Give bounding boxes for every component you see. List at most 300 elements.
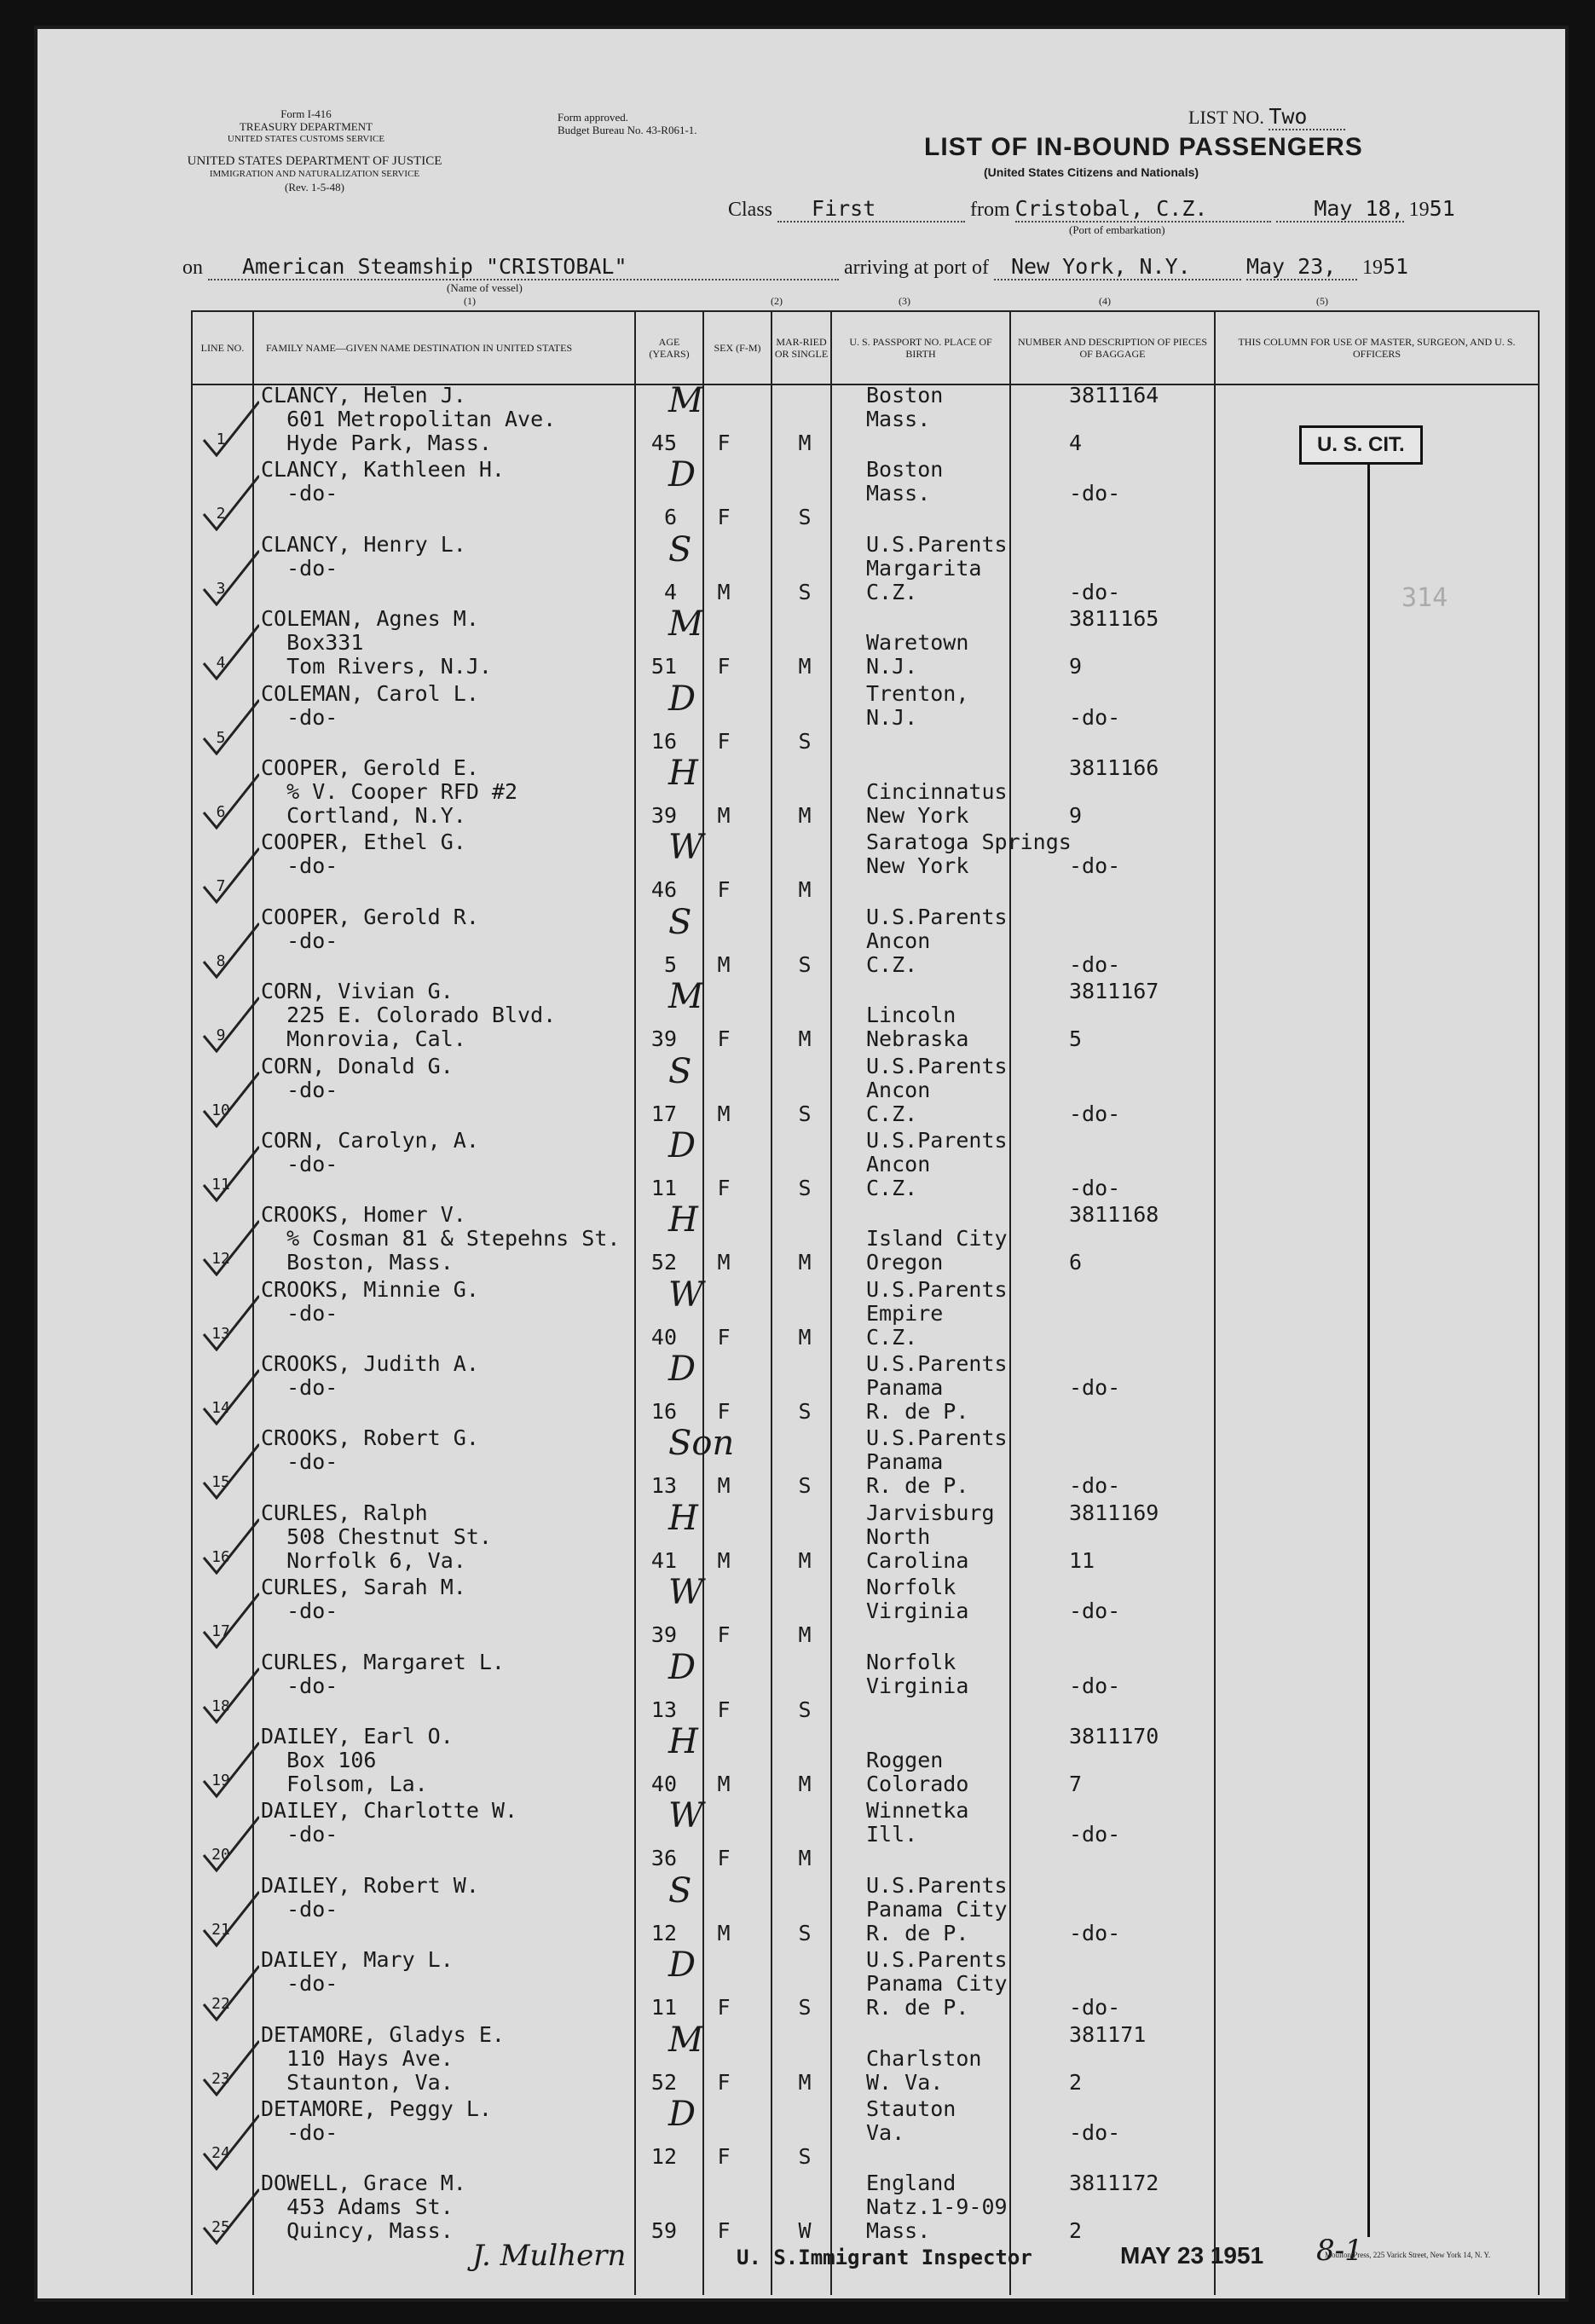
passenger-rows [191, 380, 1538, 2243]
marital-status: S [798, 728, 812, 754]
check-mark-icon [199, 1217, 259, 1276]
passenger-age: 52 [650, 1250, 677, 1275]
check-mark-icon [199, 2185, 259, 2245]
rev-line: (Rev. 1-5-48) [285, 181, 344, 194]
relationship-note: D [668, 455, 696, 495]
marital-status: S [798, 505, 812, 530]
passenger-name: COOPER, Gerold R. -do- [261, 904, 479, 953]
passenger-name: DOWELL, Grace M. 453 Adams St. Quincy, Mass. [261, 2171, 466, 2244]
line-number: 4 [216, 654, 226, 673]
relationship-note: S [668, 1870, 692, 1911]
baggage: 3811172 2 [1069, 2171, 1159, 2244]
passenger-name: CLANCY, Kathleen H. -do- [261, 457, 505, 506]
check-mark-icon [199, 844, 259, 904]
passenger-name: DETAMORE, Gladys E. 110 Hays Ave. Staunton, Va. [261, 2021, 505, 2095]
passenger-age: 41 [650, 1547, 677, 1573]
table-row [191, 1349, 1538, 1423]
marital-status: S [798, 951, 812, 977]
check-mark-icon [199, 546, 259, 606]
marital-status: M [798, 654, 812, 679]
relationship-note: M [668, 381, 703, 420]
relationship-note: D [668, 1125, 696, 1165]
baggage: -do- [1069, 1101, 1121, 1126]
passenger-age: 5 [663, 951, 677, 977]
place-of-birth: U.S.Parents Panama City R. de P. [866, 1947, 1008, 2020]
marital-status: M [798, 1250, 812, 1275]
list-label: LIST NO. [1188, 107, 1264, 128]
baggage: -do- [1069, 704, 1121, 730]
marital-status: S [798, 1101, 812, 1126]
marital-status: M [798, 1324, 812, 1350]
relationship-note: D [668, 1647, 696, 1687]
line-number: 13 [211, 1324, 230, 1343]
line-number: 1 [216, 431, 226, 448]
place-of-birth: U.S.Parents Ancon C.Z. [866, 1127, 1008, 1200]
passenger-age: 40 [650, 1324, 677, 1350]
col-num: (2) [771, 295, 783, 307]
table-row [191, 902, 1538, 976]
passenger-age: 11 [650, 1175, 677, 1200]
baggage: -do- [1069, 1375, 1121, 1401]
table-row [191, 604, 1538, 678]
baggage: -do- [1069, 1995, 1121, 2020]
passenger-name: COOPER, Gerold E. % V. Cooper RFD #2 Cortland, N.Y. [261, 754, 518, 828]
relationship-note: M [668, 977, 703, 1017]
justice-header [157, 155, 472, 194]
line-number: 18 [211, 1697, 230, 1715]
marital-status: M [798, 1622, 812, 1648]
line-number: 7 [216, 877, 226, 896]
table-row [191, 753, 1538, 827]
baggage: 3811167 5 [1069, 979, 1159, 1052]
marital-status: S [798, 1920, 812, 1945]
class-value: First [777, 196, 965, 223]
relationship-note: Son [668, 1424, 735, 1464]
col-num: (5) [1316, 295, 1328, 307]
baggage: 3811168 6 [1069, 1202, 1159, 1275]
passenger-name: CROOKS, Judith A. -do- [261, 1351, 479, 1401]
relationship-note: D [668, 1945, 696, 1986]
baggage: -do- [1069, 1175, 1121, 1200]
table-row [191, 1200, 1538, 1274]
passenger-sex: M [717, 1473, 731, 1499]
baggage: -do- [1069, 1822, 1121, 1847]
line-number: 5 [216, 728, 226, 747]
line-number: 25 [211, 2218, 230, 2237]
class-line [728, 196, 1538, 223]
printer-line: Moulton Press, 225 Varick Street, New York 14, N. Y. [1325, 2251, 1491, 2259]
relationship-note: H [668, 753, 698, 793]
baggage: 3811165 9 [1069, 606, 1159, 679]
table-row [191, 1572, 1538, 1646]
check-mark-icon [199, 696, 259, 755]
marital-status: S [798, 579, 812, 604]
line-number: 24 [211, 2143, 230, 2162]
passenger-sex: F [717, 1399, 731, 1425]
baggage: -do- [1069, 951, 1121, 977]
col-num: (1) [464, 295, 476, 307]
col-age-header: AGE (YEARS) [635, 311, 703, 384]
ins-line: IMMIGRATION AND NATURALIZATION SERVICE [209, 169, 420, 179]
vessel-name: American Steamship "CRISTOBAL" [208, 254, 839, 280]
marital-status: M [798, 802, 812, 828]
marital-status: S [798, 1473, 812, 1499]
relationship-note: D [668, 1350, 696, 1390]
table-row [191, 1275, 1538, 1349]
line-number: 6 [216, 802, 226, 821]
baggage: -do- [1069, 1673, 1121, 1698]
relationship-note: S [668, 1051, 692, 1091]
baggage: 3811169 11 [1069, 1500, 1159, 1573]
col-master-header: THIS COLUMN FOR USE OF MASTER, SURGEON, AND U. S. OFFICERS [1215, 311, 1539, 384]
place-of-birth: Cincinnatus New York [866, 778, 1008, 828]
passenger-sex: F [717, 1026, 731, 1052]
table-row [191, 1945, 1538, 2019]
passenger-age: 39 [650, 1622, 677, 1648]
line-number: 17 [211, 1622, 230, 1641]
vessel-line [182, 254, 1546, 280]
relationship-note: W [668, 1275, 704, 1315]
arrival-date: May 23, [1246, 254, 1357, 280]
footer [191, 2234, 1538, 2288]
budget-line: Budget Bureau No. 43-R061-1. [558, 124, 697, 136]
check-mark-icon [199, 397, 259, 457]
passenger-age: 46 [650, 877, 677, 903]
passenger-sex: F [717, 1175, 731, 1200]
passenger-age: 12 [650, 2143, 677, 2169]
date-stamp: MAY 23 1951 [1120, 2242, 1264, 2269]
passenger-name: DAILEY, Earl O. Box 106 Folsom, La. [261, 1724, 454, 1797]
marital-status: M [798, 1846, 812, 1871]
place-of-birth: U.S.Parents Panama R. de P. [866, 1425, 1008, 1499]
check-mark-icon [199, 1440, 259, 1500]
line-number: 22 [211, 1995, 230, 2014]
col-num: (3) [899, 295, 910, 307]
check-mark-icon [199, 1589, 259, 1649]
col-line-header: LINE NO. [192, 311, 253, 384]
passenger-age: 11 [650, 1995, 677, 2020]
passenger-name: CORN, Vivian G. 225 E. Colorado Blvd. Monrovia, Cal. [261, 979, 557, 1052]
passenger-sex: M [717, 1547, 731, 1573]
line-number: 23 [211, 2069, 230, 2088]
line-number: 11 [211, 1175, 230, 1194]
customs-line: UNITED STATES CUSTOMS SERVICE [227, 134, 385, 144]
passenger-sex: F [717, 654, 731, 679]
passenger-name: COLEMAN, Agnes M. Box331 Tom Rivers, N.J. [261, 606, 492, 679]
vessel-caption: (Name of vessel) [447, 281, 523, 294]
passenger-age: 16 [650, 1399, 677, 1425]
page-subtitle: (United States Citizens and Nationals) [984, 165, 1199, 179]
passenger-sex: M [717, 951, 731, 977]
place-of-birth: Island City Oregon [866, 1226, 1008, 1275]
col-married-header: MAR-RIED OR SINGLE [771, 311, 831, 384]
check-mark-icon [199, 1664, 259, 1724]
col-num: (4) [1099, 295, 1111, 307]
col-sex-header: SEX (F-M) [703, 311, 771, 384]
year-prefix: 19 [1408, 199, 1430, 221]
passenger-name: COLEMAN, Carol L. -do- [261, 680, 479, 730]
passenger-age: 4 [663, 579, 677, 604]
place-of-birth: Norfolk Virginia [866, 1575, 969, 1624]
relationship-note: S [668, 529, 692, 569]
passenger-age: 12 [650, 1920, 677, 1945]
marital-status: M [798, 877, 812, 903]
marital-status: W [798, 2218, 812, 2244]
place-of-birth: U.S.Parents Empire C.Z. [866, 1276, 1008, 1350]
table-row [191, 1498, 1538, 1572]
place-of-birth: Roggen Colorado [866, 1748, 969, 1797]
line-number: 10 [211, 1101, 230, 1119]
table-row [191, 1795, 1538, 1870]
check-mark-icon [199, 1962, 259, 2021]
list-value: Two [1268, 104, 1345, 130]
check-mark-icon [199, 471, 259, 531]
stamp-line [1367, 464, 1370, 2237]
check-mark-icon [199, 1888, 259, 1947]
col-baggage-header: NUMBER AND DESCRIPTION OF PIECES OF BAGGAGE [1010, 311, 1215, 384]
check-mark-icon [199, 2111, 259, 2171]
passenger-name: DAILEY, Mary L. -do- [261, 1947, 454, 1997]
place-of-birth: Charlston W. Va. [866, 2045, 982, 2095]
year-prefix: 19 [1361, 257, 1383, 279]
passenger-sex: M [717, 1250, 731, 1275]
baggage: -do- [1069, 2119, 1121, 2145]
list-number [1188, 104, 1345, 130]
table-row [191, 2168, 1538, 2242]
arrival-port: New York, N.Y. [994, 254, 1241, 280]
table-row [191, 976, 1538, 1050]
passenger-name: DAILEY, Robert W. -do- [261, 1872, 479, 1922]
place-of-birth: Stauton Va. [866, 2096, 956, 2145]
passenger-name: CORN, Donald G. -do- [261, 1053, 454, 1102]
margin-note: 314 [1401, 583, 1448, 613]
passenger-sex: F [717, 728, 731, 754]
line-number: 2 [216, 505, 226, 523]
baggage: 3811166 9 [1069, 754, 1159, 828]
place-of-birth: U.S.Parents Ancon C.Z. [866, 1053, 1008, 1126]
passenger-name: DETAMORE, Peggy L. -do- [261, 2096, 492, 2145]
table-row [191, 679, 1538, 753]
from-label: from [970, 199, 1010, 221]
relationship-note: W [668, 1796, 704, 1836]
table-row [191, 1125, 1538, 1200]
baggage: -do- [1069, 1473, 1121, 1499]
passenger-manifest [34, 26, 1569, 2302]
baggage: 3811164 4 [1069, 383, 1159, 455]
marital-status: M [798, 431, 812, 455]
passenger-age: 6 [663, 505, 677, 530]
passenger-name: COOPER, Ethel G. -do- [261, 830, 466, 879]
relationship-note: M [668, 2020, 703, 2060]
check-mark-icon [199, 1292, 259, 1351]
passenger-age: 13 [650, 1473, 677, 1499]
passenger-name: CURLES, Margaret L. -do- [261, 1649, 505, 1698]
marital-status: S [798, 2143, 812, 2169]
line-number: 12 [211, 1250, 230, 1269]
passenger-sex: M [717, 1101, 731, 1126]
place-of-birth: England Natz.1-9-09 Mass. [866, 2171, 1008, 2244]
passenger-name: CROOKS, Minnie G. -do- [261, 1276, 479, 1326]
line-number: 16 [211, 1547, 230, 1566]
form-header-left [165, 107, 447, 146]
passenger-sex: F [717, 2218, 731, 2244]
baggage: -do- [1069, 579, 1121, 604]
passenger-name: DAILEY, Charlotte W. -do- [261, 1798, 518, 1847]
place-of-birth: Winnetka Ill. [866, 1798, 969, 1847]
line-number: 19 [211, 1772, 230, 1790]
form-number: Form I-416 [280, 107, 332, 120]
passenger-age: 39 [650, 802, 677, 828]
marital-status: S [798, 1175, 812, 1200]
check-mark-icon [199, 1068, 259, 1128]
passenger-age: 40 [650, 1772, 677, 1797]
check-mark-icon [199, 2037, 259, 2096]
relationship-note: W [668, 1573, 704, 1613]
passenger-age: 45 [650, 431, 677, 455]
passenger-sex: F [717, 2143, 731, 2169]
line-number: 9 [216, 1026, 226, 1045]
line-number: 20 [211, 1846, 230, 1864]
relationship-note: H [668, 1498, 698, 1538]
relationship-note: M [668, 604, 703, 645]
line-number: 21 [211, 1920, 230, 1939]
baggage: 381171 2 [1069, 2021, 1147, 2095]
passenger-name: CORN, Carolyn, A. -do- [261, 1127, 479, 1176]
table-row [191, 2020, 1538, 2094]
line-number: 8 [216, 951, 226, 970]
passenger-sex: F [717, 431, 731, 455]
table-row [191, 827, 1538, 901]
marital-status: S [798, 1399, 812, 1425]
place-of-birth: Saratoga Springs New York [866, 830, 1072, 879]
place-of-birth: U.S.Parents Margarita C.Z. [866, 531, 1008, 604]
dept-line: TREASURY DEPARTMENT [239, 120, 373, 133]
table-row [191, 529, 1538, 604]
passenger-age: 16 [650, 728, 677, 754]
place-of-birth: Boston Mass. [866, 457, 944, 506]
passenger-age: 59 [650, 2218, 677, 2244]
col-passport-header: U. S. PASSPORT NO. PLACE OF BIRTH [831, 311, 1010, 384]
passenger-name: CLANCY, Helen J. 601 Metropolitan Ave. Hyde Park, Mass. [261, 383, 557, 455]
passenger-sex: F [717, 505, 731, 530]
marital-status: M [798, 2069, 812, 2095]
marital-status: M [798, 1026, 812, 1052]
place-of-birth: U.S.Parents Ancon C.Z. [866, 904, 1008, 977]
passenger-age: 51 [650, 654, 677, 679]
place-of-birth: U.S.Parents Panama R. de P. [866, 1351, 1008, 1425]
check-mark-icon [199, 1738, 259, 1798]
passenger-name: CURLES, Sarah M. -do- [261, 1575, 466, 1624]
passenger-sex: M [717, 1920, 731, 1945]
table-row [191, 1721, 1538, 1795]
port-caption: (Port of embarkation) [1069, 223, 1165, 236]
inspector-signature: J. Mulhern [472, 2239, 627, 2273]
inspector-title: U. S.Immigrant Inspector [737, 2246, 1032, 2269]
passenger-sex: F [717, 1697, 731, 1722]
relationship-note: S [668, 902, 692, 942]
table-row [191, 1870, 1538, 1945]
passenger-sex: M [717, 579, 731, 604]
check-mark-icon [199, 993, 259, 1053]
marital-status: S [798, 1697, 812, 1722]
passenger-sex: F [717, 1622, 731, 1648]
marital-status: M [798, 1772, 812, 1797]
relationship-note: H [668, 1200, 698, 1240]
budget-approval [558, 111, 697, 136]
us-citizen-stamp: U. S. CIT. [1299, 425, 1423, 465]
line-number: 15 [211, 1473, 230, 1492]
relationship-note: H [668, 1722, 698, 1762]
table-row [191, 1423, 1538, 1497]
place-of-birth: Trenton, N.J. [866, 680, 969, 730]
col-name-header: FAMILY NAME—GIVEN NAME DESTINATION IN UNITED STATES [253, 311, 635, 384]
embarkation-port: Cristobal, C.Z. [1015, 196, 1271, 223]
passenger-sex: F [717, 2069, 731, 2095]
check-mark-icon [199, 1812, 259, 1872]
class-label: Class [728, 199, 773, 221]
check-mark-icon [199, 919, 259, 979]
embarkation-year: 51 [1429, 196, 1455, 221]
passenger-sex: M [717, 802, 731, 828]
check-mark-icon [199, 1366, 259, 1425]
on-label: on [182, 257, 203, 279]
passenger-sex: F [717, 877, 731, 903]
footer-initials: 8-1 [1316, 2234, 1363, 2268]
place-of-birth: Norfolk Virginia [866, 1649, 969, 1698]
passenger-age: 39 [650, 1026, 677, 1052]
passenger-sex: M [717, 1772, 731, 1797]
arriving-label: arriving at port of [844, 257, 989, 279]
table-header-row [192, 311, 1539, 384]
passenger-age: 36 [650, 1846, 677, 1871]
line-number: 14 [211, 1399, 230, 1418]
table-row [191, 454, 1538, 529]
baggage: -do- [1069, 481, 1121, 506]
place-of-birth: Jarvisburg North Carolina [866, 1500, 995, 1573]
place-of-birth: Lincoln Nebraska [866, 1003, 969, 1052]
passenger-name: CROOKS, Homer V. % Cosman 81 & Stepehns St. Boston, Mass. [261, 1202, 621, 1275]
passenger-age: 13 [650, 1697, 677, 1722]
baggage: -do- [1069, 1598, 1121, 1624]
marital-status: M [798, 1547, 812, 1573]
place-of-birth: Boston Mass. [866, 383, 944, 431]
passenger-age: 17 [650, 1101, 677, 1126]
check-mark-icon [199, 770, 259, 830]
baggage: -do- [1069, 853, 1121, 879]
passenger-name: CROOKS, Robert G. -do- [261, 1425, 479, 1475]
check-mark-icon [199, 621, 259, 680]
marital-status: S [798, 1995, 812, 2020]
passenger-name: CLANCY, Henry L. -do- [261, 531, 466, 581]
baggage: 3811170 7 [1069, 1724, 1159, 1797]
passenger-sex: F [717, 1995, 731, 2020]
relationship-note: W [668, 828, 704, 868]
place-of-birth: Waretown N.J. [866, 630, 969, 679]
passenger-sex: F [717, 1324, 731, 1350]
page-title: LIST OF IN-BOUND PASSENGERS [924, 133, 1363, 161]
relationship-note: D [668, 679, 696, 719]
table-row [191, 2094, 1538, 2168]
embarkation-date: May 18, [1276, 196, 1404, 223]
arrival-year: 51 [1382, 254, 1409, 279]
relationship-note: D [668, 2094, 696, 2134]
justice-line: UNITED STATES DEPARTMENT OF JUSTICE [187, 154, 442, 168]
passenger-age: 52 [650, 2069, 677, 2095]
check-mark-icon [199, 1515, 259, 1575]
table-row [191, 1647, 1538, 1721]
place-of-birth: U.S.Parents Panama City R. de P. [866, 1872, 1008, 1945]
approval-line: Form approved. [558, 111, 629, 124]
